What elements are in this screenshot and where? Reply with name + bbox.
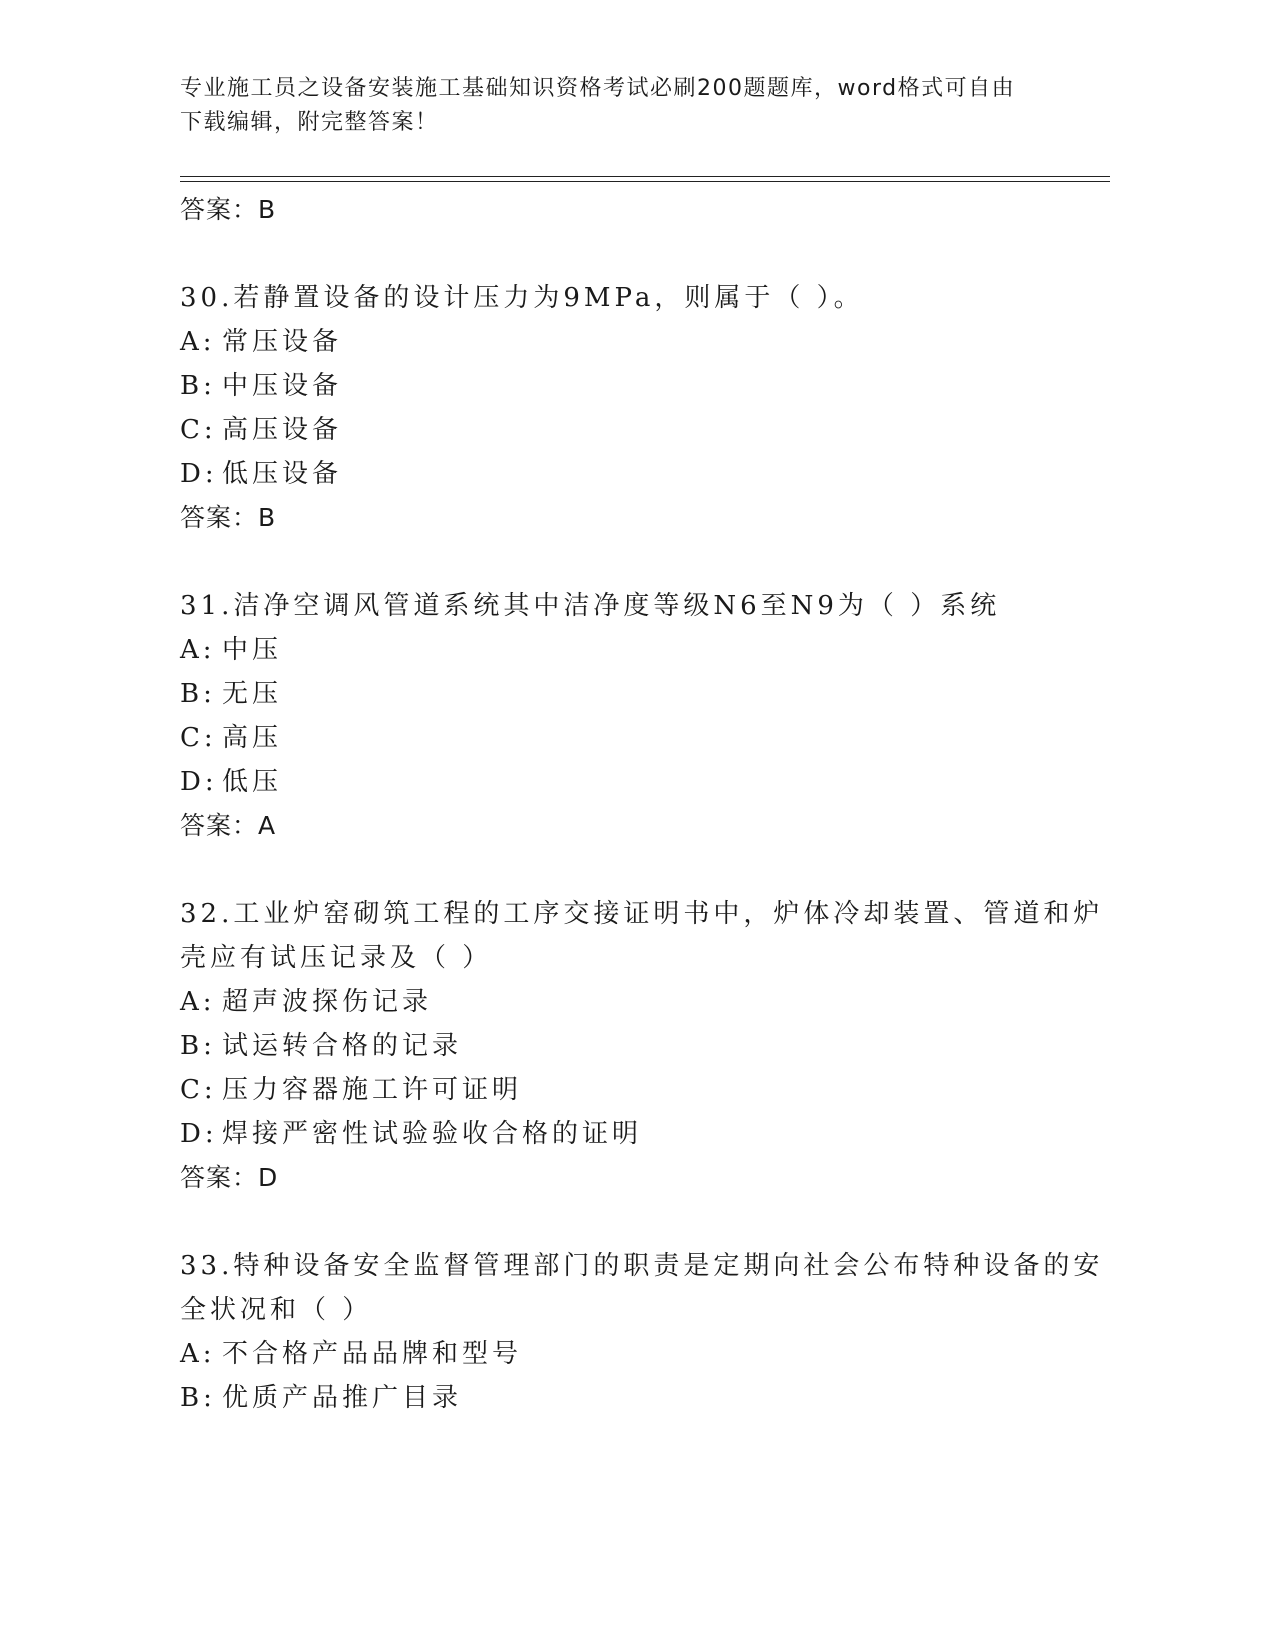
option-d xyxy=(180,1112,1120,1156)
question-32 xyxy=(180,892,1120,1200)
option-text: 低压 xyxy=(222,767,283,797)
option-key: C: xyxy=(180,415,217,445)
question-33 xyxy=(180,1244,1120,1420)
option-text: 焊接严密性试验验收合格的证明 xyxy=(222,1119,643,1149)
option-key: A: xyxy=(180,327,216,357)
answer-line: 答案：D xyxy=(180,1163,279,1192)
option-text: 高压设备 xyxy=(222,415,343,445)
question-31 xyxy=(180,584,1120,848)
option-b xyxy=(180,672,1120,716)
option-key: B: xyxy=(180,371,216,401)
option-d xyxy=(180,452,1120,496)
question-text: 32.工业炉窑砌筑工程的工序交接证明书中，炉体冷却装置、管道和炉壳应有试压记录及（ ） xyxy=(180,899,1104,973)
option-a xyxy=(180,1332,1120,1376)
option-a xyxy=(180,628,1120,672)
option-a xyxy=(180,320,1120,364)
option-key: B: xyxy=(180,679,216,709)
option-key: D: xyxy=(180,767,218,797)
option-text: 压力容器施工许可证明 xyxy=(222,1075,523,1105)
option-b xyxy=(180,1024,1120,1068)
question-text: 31.洁净空调风管道系统其中洁净度等级N6至N9为（ ）系统 xyxy=(180,591,1001,621)
option-key: D: xyxy=(180,1119,218,1149)
option-text: 低压设备 xyxy=(222,459,343,489)
option-text: 高压 xyxy=(222,723,283,753)
option-key: A: xyxy=(180,987,216,1017)
question-text: 33.特种设备安全监督管理部门的职责是定期向社会公布特种设备的安全状况和（ ） xyxy=(180,1251,1104,1325)
option-text: 不合格产品品牌和型号 xyxy=(222,1339,523,1369)
option-text: 常压设备 xyxy=(222,327,343,357)
option-text: 中压 xyxy=(222,635,283,665)
option-c xyxy=(180,408,1120,452)
option-key: B: xyxy=(180,1031,216,1061)
option-b xyxy=(180,364,1120,408)
document-header: 专业施工员之设备安装施工基础知识资格考试必刷200题题库，word格式可自由 下载编辑，附完整答案！ xyxy=(180,76,1016,135)
option-text: 中压设备 xyxy=(222,371,343,401)
option-d xyxy=(180,760,1120,804)
option-key: B: xyxy=(180,1383,216,1413)
option-key: C: xyxy=(180,1075,217,1105)
option-b xyxy=(180,1376,1120,1420)
option-text: 优质产品推广目录 xyxy=(222,1383,463,1413)
option-text: 无压 xyxy=(222,679,283,709)
question-text: 30.若静置设备的设计压力为9MPa，则属于（ ）。 xyxy=(180,283,864,313)
option-c xyxy=(180,1068,1120,1112)
option-text: 超声波探伤记录 xyxy=(222,987,433,1017)
question-30 xyxy=(180,276,1120,540)
answer-line: 答案：B xyxy=(180,195,277,224)
option-key: A: xyxy=(180,1339,216,1369)
document-body xyxy=(180,188,1120,1420)
option-a xyxy=(180,980,1120,1024)
answer-line: 答案：B xyxy=(180,503,277,532)
header-rule-bottom xyxy=(180,181,1110,182)
option-key: C: xyxy=(180,723,217,753)
option-key: D: xyxy=(180,459,218,489)
answer-line: 答案：A xyxy=(180,811,277,840)
option-key: A: xyxy=(180,635,216,665)
option-text: 试运转合格的记录 xyxy=(222,1031,463,1061)
option-c xyxy=(180,716,1120,760)
header-rule-top xyxy=(180,176,1110,177)
